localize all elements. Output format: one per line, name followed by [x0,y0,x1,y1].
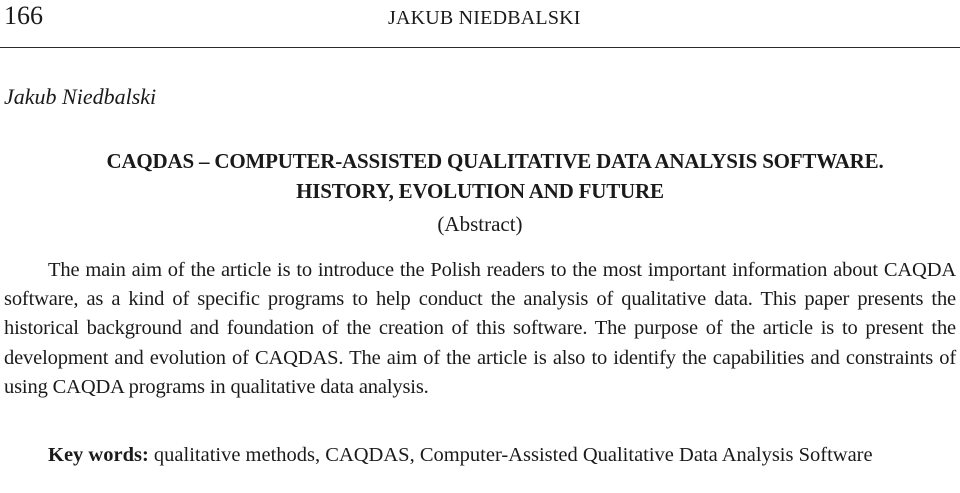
abstract-heading: (Abstract) [437,212,523,236]
running-head: JAKUB NIEDBALSKI [388,7,581,29]
page-number: 166 [4,1,43,30]
keywords-label: Key words: [48,444,149,466]
article-author: Jakub Niedbalski [4,84,157,109]
header-rule [0,47,960,48]
article-title-line-1: CAQDAS – COMPUTER-ASSISTED QUALITATIVE DATA ANALYSIS SOFTWARE. [106,149,884,173]
keywords-paragraph [4,441,956,469]
abstract-paragraph: The main aim of the article is to introduce the Polish readers to the most important information about CAQDA software, as a kind of specific programs to help conduct the analysis of qualitative data. This paper presents the historical background and foundation of the creation of this software. The purpose of the article is to present the development and evolution of CAQDAS. The aim of the article is also to identify the capabilities and constraints of using CAQDA programs in qualitative data analysis. [4,259,956,398]
keywords-list: qualitative methods, CAQDAS, Computer-Assisted Qualitative Data Analysis Software [148,444,873,466]
article-title-line-2: HISTORY, EVOLUTION AND FUTURE [296,179,664,203]
article-title [0,146,960,206]
